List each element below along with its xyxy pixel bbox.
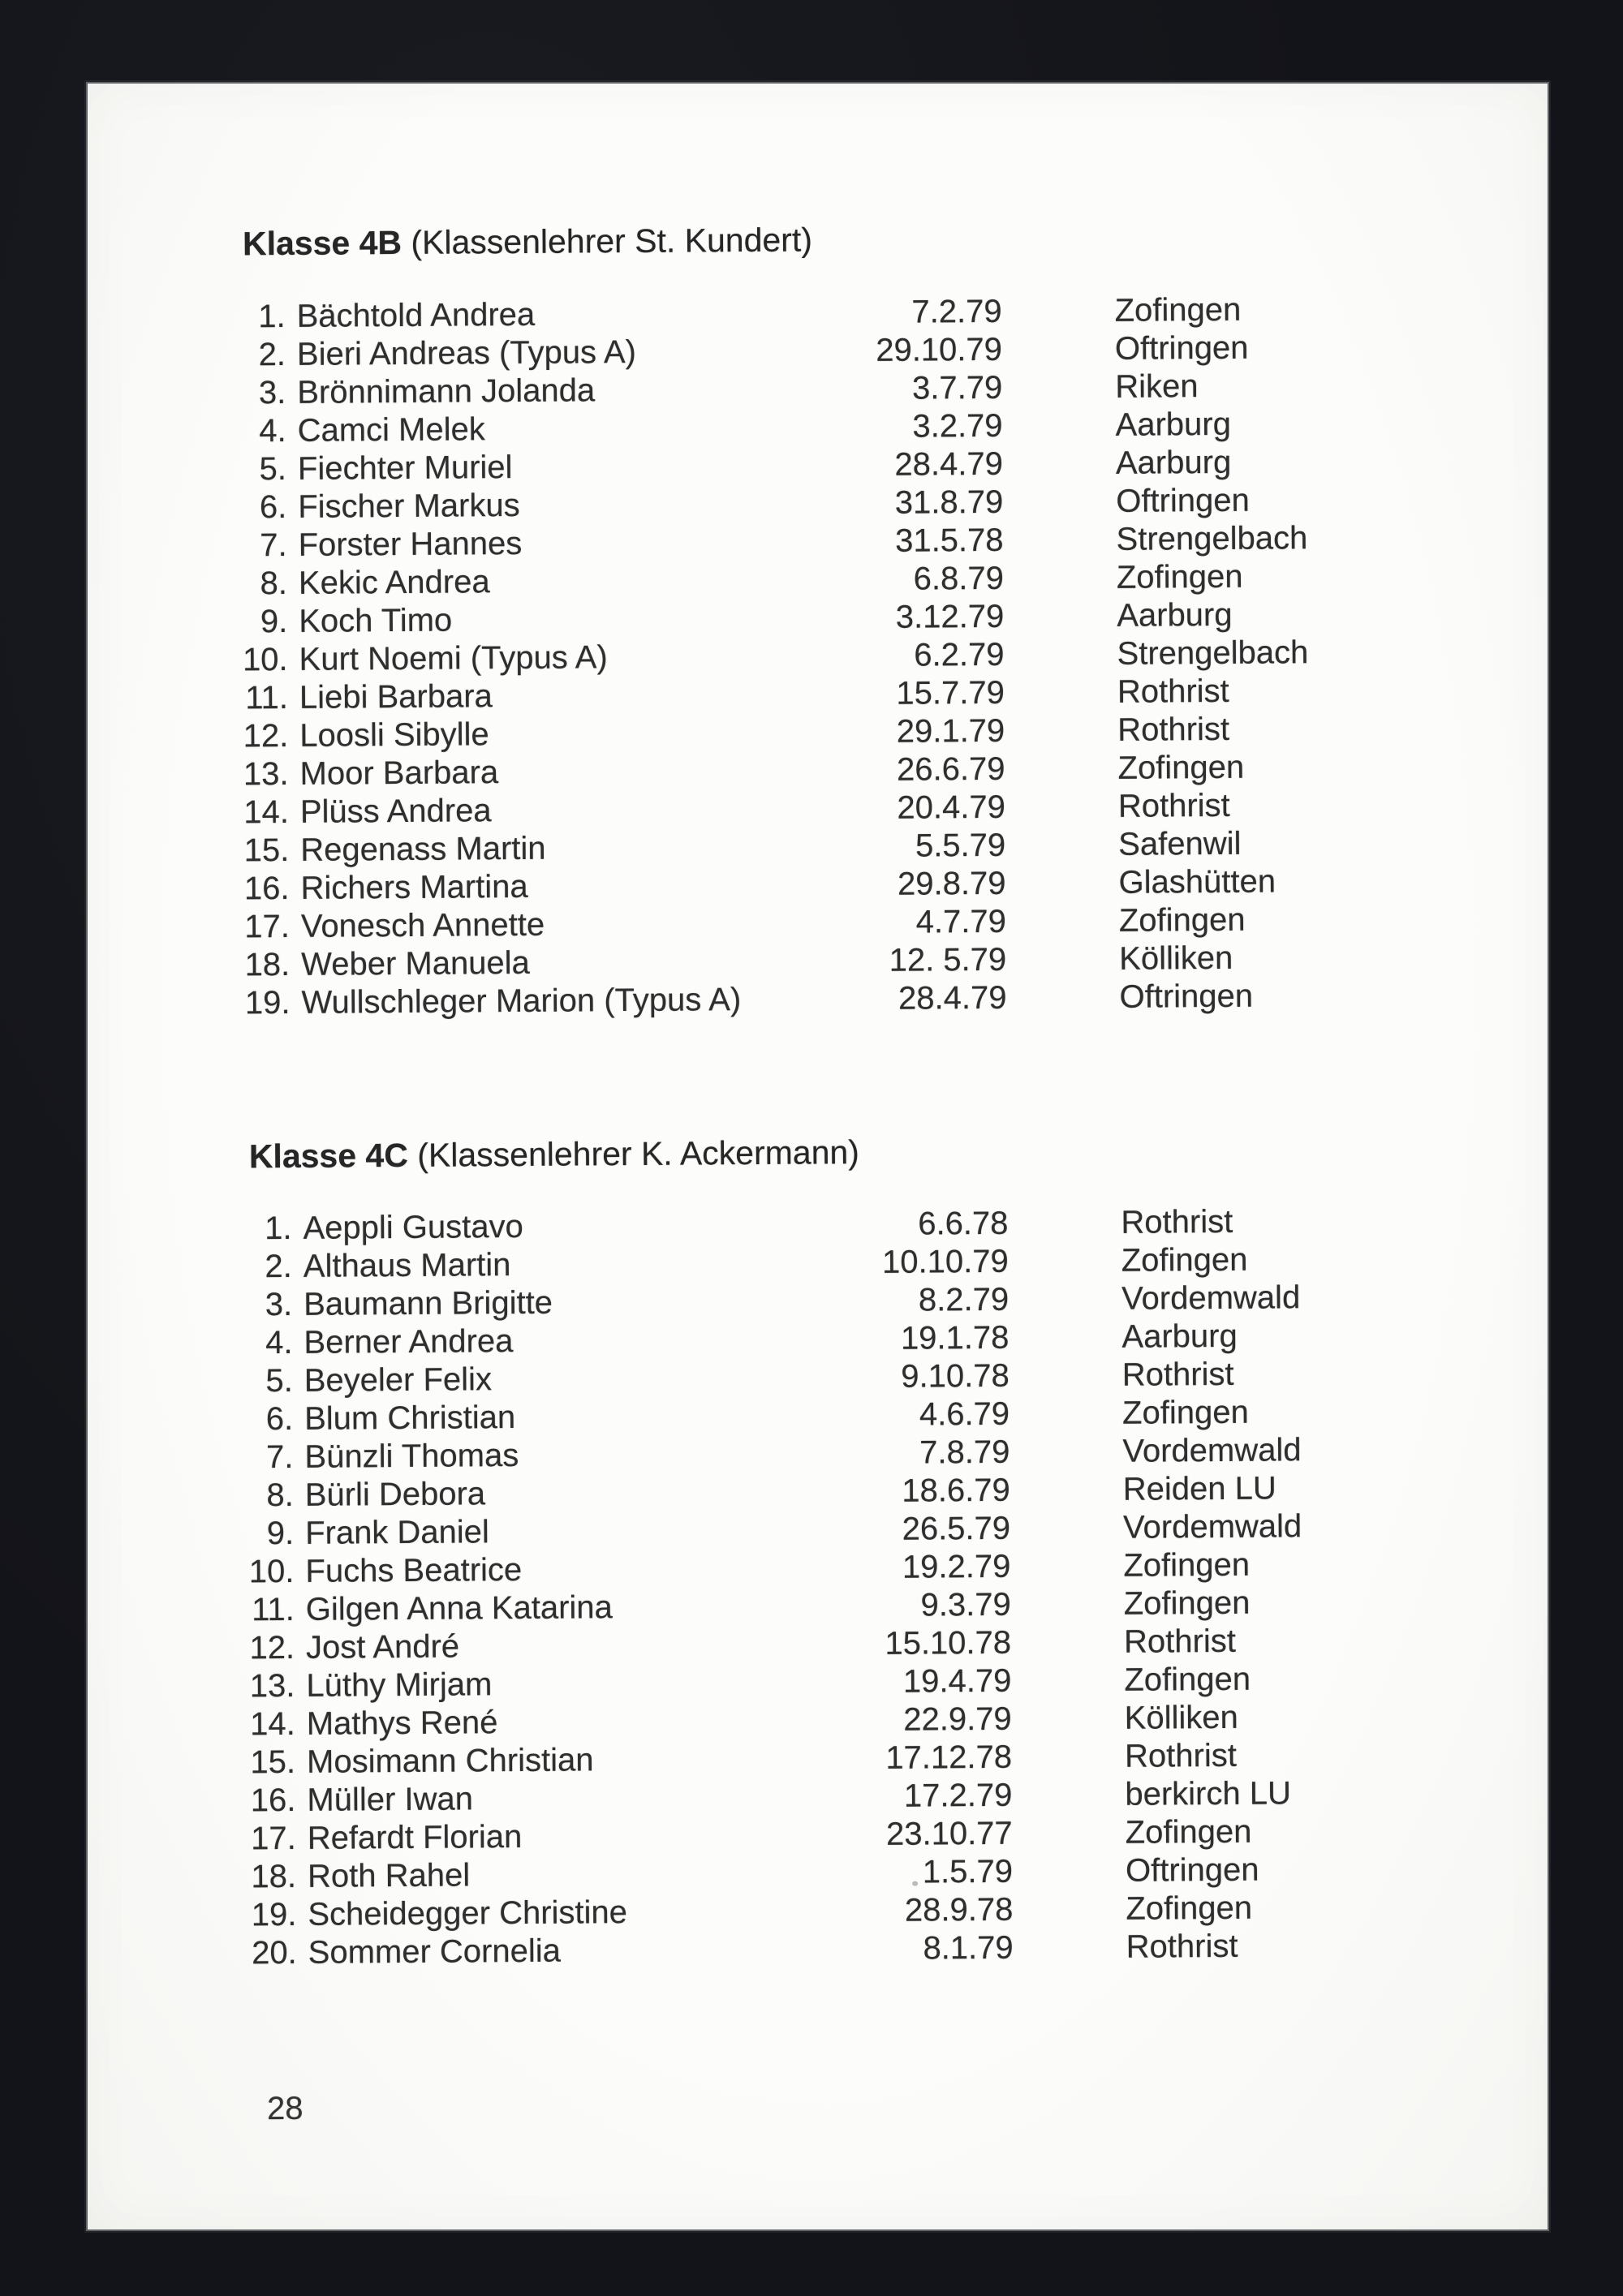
hometown: Rothrist: [1117, 711, 1230, 748]
student-number: 5.: [259, 450, 287, 488]
student-name: Kekic Andrea: [298, 564, 490, 601]
student-number: 10.: [242, 641, 288, 678]
student-name: Bieri Andreas (Typus A): [296, 333, 637, 372]
student-name: Kurt Noemi (Typus A): [299, 639, 608, 677]
student-name: Refardt Florian: [307, 1818, 523, 1856]
student-name: Berner Andrea: [304, 1323, 514, 1361]
hometown: Strengelbach: [1116, 520, 1308, 557]
hometown: Rothrist: [1123, 1623, 1237, 1660]
student-number: 11.: [245, 679, 289, 716]
birth-date: 10.10.79: [881, 1243, 1009, 1280]
hometown: Strengelbach: [1117, 634, 1309, 672]
student-number: 16.: [250, 1782, 296, 1819]
student-name: Regenass Martin: [300, 830, 546, 868]
student-number: 1.: [264, 1210, 292, 1247]
student-name: Wullschleger Marion (Typus A): [301, 982, 742, 1021]
student-number: 7.: [265, 1438, 294, 1476]
class-4c-teacher: (Klassenlehrer K. Ackermann): [407, 1133, 860, 1174]
student-name: Koch Timo: [299, 602, 453, 639]
student-number: 13.: [243, 755, 289, 793]
birth-date: 1.5.79: [922, 1853, 1014, 1890]
birth-date: 17.2.79: [903, 1777, 1013, 1814]
class-4b-teacher: (Klassenlehrer St. Kundert): [401, 221, 813, 261]
student-number: 9.: [260, 603, 288, 640]
hometown: Safenwil: [1118, 825, 1242, 862]
student-number: 19.: [244, 984, 291, 1021]
hometown: Kölliken: [1119, 939, 1233, 977]
student-number: 16.: [243, 870, 290, 907]
student-number: 15.: [243, 832, 290, 869]
birth-date: 8.1.79: [923, 1929, 1014, 1967]
student-number: 8.: [266, 1477, 294, 1514]
section-title-4b: [243, 221, 812, 262]
hometown: Vordemwald: [1121, 1279, 1301, 1317]
student-number: 14.: [243, 793, 290, 831]
birth-date: 18.6.79: [902, 1472, 1010, 1509]
student-name: Bürli Debora: [304, 1476, 486, 1513]
student-name: Baumann Brigitte: [303, 1284, 553, 1322]
hometown: Rothrist: [1126, 1928, 1238, 1965]
student-name: Lüthy Mirjam: [306, 1666, 493, 1704]
student-number: 13.: [249, 1667, 295, 1705]
birth-date: 28.4.79: [898, 979, 1007, 1017]
class-4b-roster: [82, 289, 1547, 1024]
birth-date: 22.9.79: [903, 1701, 1012, 1738]
student-name: Sommer Cornelia: [308, 1933, 562, 1971]
student-name: Bünzli Thomas: [304, 1438, 519, 1475]
birth-date: 6.8.79: [913, 560, 1005, 597]
class-4c-label: Klasse 4C: [248, 1136, 409, 1176]
student-name: Brönnimann Jolanda: [297, 372, 596, 411]
hometown: Oftringen: [1125, 1851, 1259, 1889]
birth-date: 28.4.79: [894, 445, 1004, 483]
student-name: Forster Hannes: [298, 525, 523, 563]
birth-date: 19.1.78: [900, 1319, 1010, 1357]
hometown: Zofingen: [1124, 1661, 1251, 1698]
student-number: 8.: [260, 565, 288, 602]
hometown: Rothrist: [1117, 673, 1229, 710]
student-number: 5.: [265, 1362, 293, 1400]
student-name: Plüss Andrea: [299, 793, 492, 830]
document-page: [88, 84, 1548, 2229]
hometown: Zofingen: [1123, 1546, 1251, 1584]
hometown: Vordemwald: [1122, 1508, 1302, 1546]
student-number: 1.: [258, 298, 286, 335]
hometown: Rothrist: [1121, 1203, 1233, 1240]
student-name: Frank Daniel: [304, 1514, 490, 1551]
birth-date: 4.6.79: [919, 1395, 1010, 1433]
student-number: 2.: [265, 1248, 292, 1285]
hometown: Oftringen: [1116, 482, 1250, 519]
hometown: Rothrist: [1124, 1737, 1238, 1774]
birth-date: 9.10.78: [901, 1357, 1010, 1395]
hometown: Vordemwald: [1122, 1432, 1302, 1469]
birth-date: 29.1.79: [896, 712, 1005, 750]
student-number: 10.: [248, 1553, 295, 1590]
hometown: Oftringen: [1114, 329, 1249, 367]
student-name: Fuchs Beatrice: [305, 1551, 523, 1589]
student-number: 6.: [265, 1400, 294, 1438]
birth-date: 15.7.79: [896, 674, 1005, 712]
student-name: Richers Martina: [300, 868, 528, 906]
birth-date: 6.2.79: [914, 636, 1005, 673]
hometown: Zofingen: [1126, 1890, 1253, 1927]
birth-date: 31.5.78: [894, 522, 1004, 559]
student-number: 17.: [250, 1820, 296, 1857]
student-number: 18.: [251, 1858, 297, 1895]
hometown: Glashütten: [1118, 863, 1276, 901]
page-content: [81, 74, 1556, 2229]
student-number: 4.: [259, 412, 286, 449]
student-name: Liebi Barbara: [299, 678, 493, 716]
student-name: Roth Rahel: [307, 1857, 471, 1894]
student-name: Beyeler Felix: [304, 1361, 493, 1399]
student-name: Fiechter Muriel: [297, 449, 513, 487]
hometown: berkirch LU: [1125, 1775, 1292, 1812]
student-name: Weber Manuela: [301, 944, 530, 982]
student-name: Fischer Markus: [298, 487, 520, 525]
student-name: Mathys René: [306, 1705, 498, 1742]
student-number: 11.: [251, 1591, 295, 1628]
student-number: 2.: [258, 336, 286, 373]
birth-date: 8.2.79: [918, 1281, 1010, 1318]
hometown: Rothrist: [1117, 787, 1230, 824]
student-name: Müller Iwan: [307, 1781, 474, 1818]
class-4c-roster: [88, 1201, 1554, 1974]
section-title-4c: [249, 1133, 859, 1175]
birth-date: 12. 5.79: [889, 941, 1007, 978]
student-name: Aeppli Gustavo: [303, 1208, 523, 1246]
birth-date: 17.12.78: [885, 1739, 1013, 1776]
page-number: 28: [266, 2090, 304, 2127]
scan-speck: [912, 1881, 918, 1886]
hometown: Zofingen: [1121, 1394, 1249, 1431]
birth-date: 29.8.79: [897, 865, 1006, 902]
birth-date: 4.7.79: [915, 903, 1007, 940]
student-name: Camci Melek: [297, 411, 485, 449]
birth-date: 3.2.79: [912, 407, 1003, 445]
student-number: 7.: [260, 527, 287, 564]
hometown: Oftringen: [1119, 978, 1254, 1015]
birth-date: 6.6.78: [918, 1205, 1009, 1242]
student-name: Vonesch Annette: [300, 906, 545, 944]
student-number: 9.: [266, 1515, 295, 1552]
student-name: Althaus Martin: [303, 1247, 511, 1284]
student-number: 12.: [249, 1629, 295, 1666]
birth-date: 28.9.78: [904, 1891, 1014, 1928]
student-number: 15.: [250, 1743, 296, 1781]
birth-date: 9.3.79: [920, 1586, 1011, 1623]
birth-date: 26.5.79: [902, 1510, 1011, 1547]
birth-date: 26.6.79: [896, 750, 1005, 788]
hometown: Aarburg: [1115, 406, 1232, 443]
birth-date: 20.4.79: [897, 789, 1006, 826]
student-name: Bächtold Andrea: [296, 296, 536, 334]
student-number: 6.: [259, 488, 287, 526]
hometown: Zofingen: [1116, 558, 1243, 595]
hometown: Riken: [1115, 368, 1199, 405]
student-name: Gilgen Anna Katarina: [305, 1589, 613, 1627]
birth-date: 23.10.77: [885, 1815, 1013, 1852]
hometown: Kölliken: [1124, 1699, 1238, 1736]
birth-date: 15.10.78: [885, 1624, 1012, 1662]
hometown: Zofingen: [1117, 749, 1245, 786]
student-number: 12.: [243, 717, 289, 755]
birth-date: 19.2.79: [902, 1548, 1011, 1585]
birth-date: 19.4.79: [902, 1662, 1012, 1700]
student-name: Scheidegger Christine: [308, 1894, 628, 1933]
hometown: Aarburg: [1117, 596, 1233, 634]
student-name: Mosimann Christian: [306, 1742, 594, 1780]
student-number: 19.: [251, 1896, 297, 1933]
student-number: 17.: [244, 908, 291, 945]
hometown: Zofingen: [1114, 291, 1242, 329]
birth-date: 5.5.79: [915, 827, 1006, 864]
student-number: 3.: [265, 1286, 293, 1323]
student-name: Jost André: [305, 1628, 460, 1666]
student-number: 18.: [244, 946, 291, 983]
hometown: Zofingen: [1118, 901, 1246, 939]
student-number: 4.: [265, 1324, 293, 1361]
hometown: Reiden LU: [1122, 1470, 1276, 1507]
student-number: 3.: [258, 374, 286, 411]
birth-date: 3.12.79: [895, 598, 1005, 635]
hometown: Rothrist: [1121, 1356, 1234, 1393]
hometown: Aarburg: [1121, 1318, 1238, 1355]
birth-date: 7.8.79: [919, 1434, 1010, 1471]
student-name: Loosli Sibylle: [299, 716, 489, 754]
birth-date: 29.10.79: [876, 331, 1003, 368]
hometown: Aarburg: [1115, 444, 1232, 481]
birth-date: 3.7.79: [911, 369, 1003, 406]
student-name: Blum Christian: [304, 1400, 516, 1437]
hometown: Zofingen: [1121, 1241, 1248, 1279]
class-4b-label: Klasse 4B: [242, 223, 403, 263]
birth-date: 7.2.79: [911, 293, 1002, 330]
birth-date: 31.8.79: [894, 484, 1004, 521]
student-number: 14.: [249, 1705, 295, 1743]
hometown: Zofingen: [1125, 1813, 1252, 1851]
student-number: 20.: [251, 1934, 297, 1971]
hometown: Zofingen: [1123, 1584, 1251, 1622]
student-name: Moor Barbara: [299, 755, 499, 792]
